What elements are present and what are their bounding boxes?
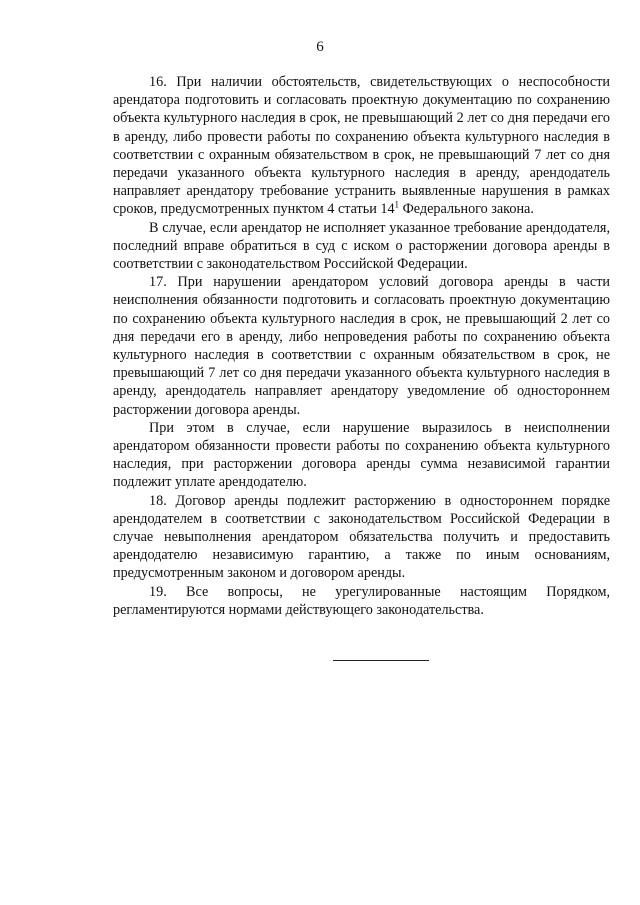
footnote-superscript: 1 xyxy=(394,199,400,210)
paragraph-17: 17. При нарушении арендатором условий договора аренды в части неисполнения обязанности подготовить и согласовать проектную документацию по сохранению объекта культурного наследия в срок, не превышающий 2 лет со дня передачи его в аренду, либо непроведения работы по сохранению объекта культурного наследия в соответствии с охранным обязательством в срок, не превышающий 7 лет со дня передачи указанного объекта культурного наследия в аренду, арендодатель направляет арендатору уведомление об одностороннем расторжении договора аренды. xyxy=(113,274,610,418)
paragraph-17-continuation: При этом в случае, если нарушение выразилось в неисполнении арендатором обязанности провести работы по сохранению объекта культурного наследия, при расторжении договора аренды сумма независимой гарантии подлежит уплате арендодателю. xyxy=(113,419,610,491)
paragraph-16 xyxy=(113,73,610,219)
end-divider xyxy=(333,660,429,661)
paragraph-18: 18. Договор аренды подлежит расторжению в одностороннем порядке арендодателем в соответствии с законодательством Российской Федерации в случае невыполнения арендатором обязательства получить и предоставить арендодателю независимую гарантию, а также по иным основаниям, предусмотренным законом и договором аренды. xyxy=(113,492,610,582)
paragraph-16-text: 16. При наличии обстоятельств, свидетельствующих о неспособности арендатора подготовить и согласовать проектную документацию по сохранению объекта культурного наследия в срок, не превышающий 2 лет со дня передачи его в аренду, либо провести работы по сохранению объекта культурного наследия в соответствии с охранным обязательством в срок, не превышающий 7 лет со дня передачи указанного объекта культурного наследия в аренду, арендодатель направляет арендатору требование устранить выявленные нарушения в рамках сроков, предусмотренных пунктом 4 статьи 14 xyxy=(113,74,610,218)
page-number: 6 xyxy=(316,39,324,55)
paragraph-19: 19. Все вопросы, не урегулированные настоящим Порядком, регламентируются нормами действующего законодательства. xyxy=(113,583,610,618)
paragraph-16-tail: Федерального закона. xyxy=(399,201,534,218)
paragraph-16-continuation: В случае, если арендатор не исполняет указанное требование арендодателя, последний вправе обратиться в суд с иском о расторжении договора аренды в соответствии с законодательством Российской Федерации. xyxy=(113,219,610,273)
document-body xyxy=(113,73,610,619)
